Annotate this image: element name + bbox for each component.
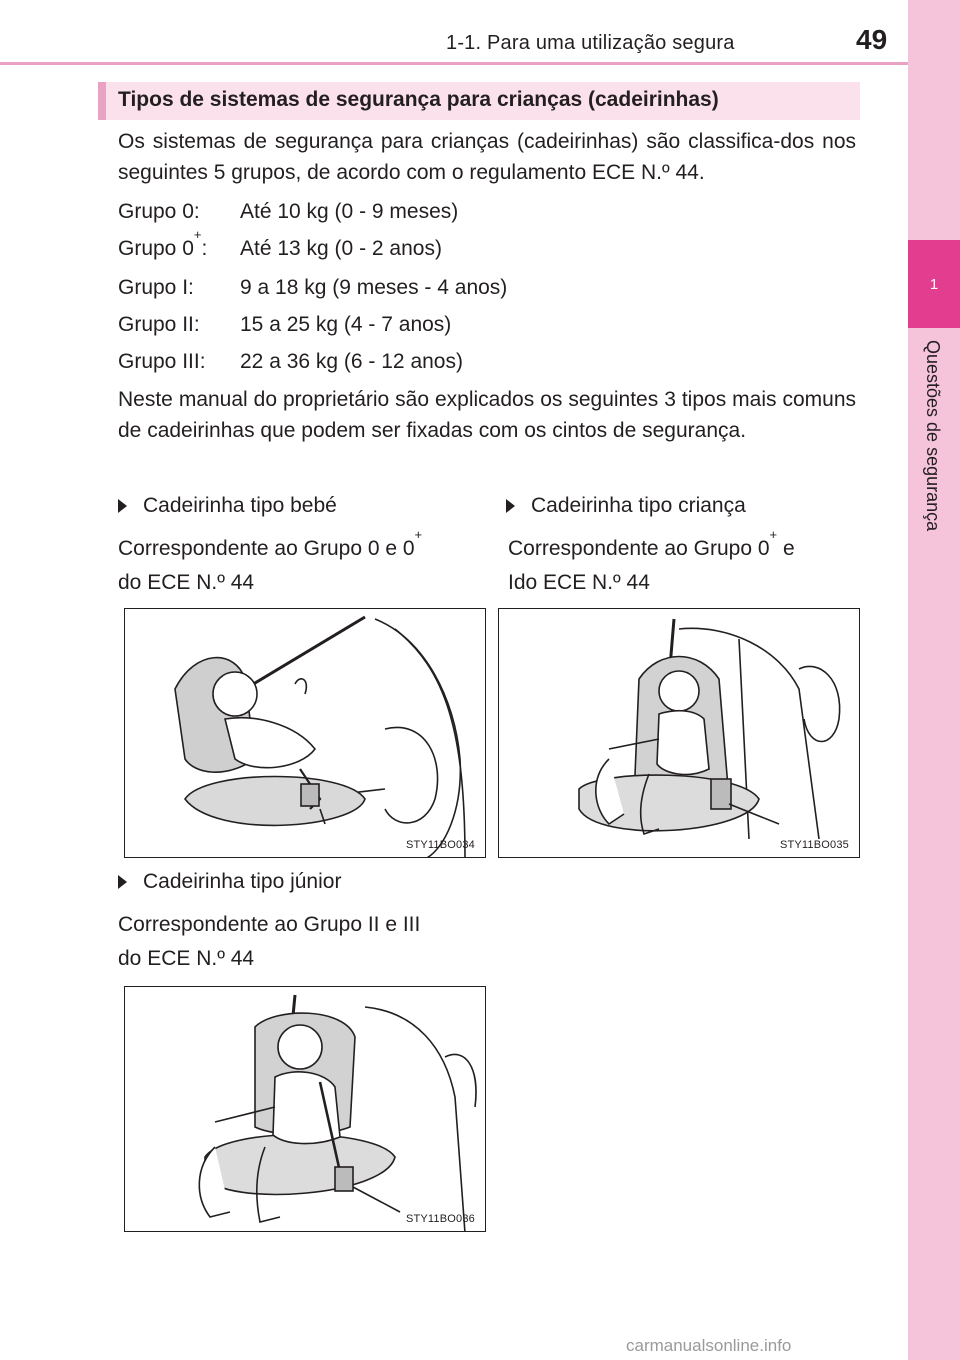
figure-baby-seat <box>124 608 486 858</box>
header-rule <box>0 62 908 65</box>
item-desc-text: Correspondente ao Grupo 0 <box>508 537 770 560</box>
group-value: 9 a 18 kg (9 meses - 4 anos) <box>240 276 508 299</box>
arrow-bullet-icon <box>506 499 515 513</box>
item-title-text: Cadeirinha tipo criança <box>531 494 746 517</box>
group-label: Grupo II: <box>118 313 200 336</box>
figure-junior-seat <box>124 986 486 1232</box>
item-title-baby-seat <box>118 494 337 518</box>
group-label <box>118 227 208 261</box>
item-desc-superscript: + <box>769 527 778 542</box>
watermark: carmanualsonline.info <box>626 1336 792 1355</box>
group-value: Até 10 kg (0 - 9 meses) <box>240 200 459 223</box>
side-tab <box>908 0 960 1360</box>
item-desc-text: Correspondente ao Grupo 0 e 0 <box>118 537 415 560</box>
baby-seat-illustration-icon <box>125 609 486 858</box>
side-tab-number: 1 <box>908 240 960 328</box>
group-value: Até 13 kg (0 - 2 anos) <box>240 237 442 260</box>
group-label: Grupo I: <box>118 276 194 299</box>
item-desc-superscript: + <box>414 527 423 542</box>
child-seat-illustration-icon <box>499 609 860 858</box>
item-desc-text-line2: do ECE N.º 44 <box>118 571 255 594</box>
header-section-title: 1-1. Para uma utilização segura <box>446 32 735 54</box>
figure-code: STY11BO034 <box>405 839 475 851</box>
page-number: 49 <box>856 24 888 55</box>
item-desc-text-line2: Ido ECE N.º 44 <box>508 571 650 594</box>
group-label: Grupo 0: <box>118 200 200 223</box>
section-heading-text: Tipos de sistemas de segurança para crianças (cadeirinhas) <box>118 88 719 111</box>
group-label-superscript: + <box>193 227 202 242</box>
group-value: 15 a 25 kg (4 - 7 anos) <box>240 313 452 336</box>
item-desc-child-seat <box>508 527 856 600</box>
intro-paragraph: Os sistemas de segurança para crianças (cadeirinhas) são classifica-dos nos seguintes 5 grupos, de acordo com o regulamento ECE N.º 44. <box>118 130 856 184</box>
figure-child-seat <box>498 608 860 858</box>
closing-paragraph: Neste manual do proprietário são explicados os seguintes 3 tipos mais comuns de cadeirinhas que podem ser fixadas com os cintos de segurança. <box>118 388 856 442</box>
item-desc-junior-seat <box>118 908 486 976</box>
arrow-bullet-icon <box>118 875 127 889</box>
group-label-end: : <box>201 237 208 260</box>
arrow-bullet-icon <box>118 499 127 513</box>
group-label-main: Grupo 0 <box>118 237 194 260</box>
figure-code: STY11BO035 <box>779 839 849 851</box>
item-title-text: Cadeirinha tipo júnior <box>143 870 342 893</box>
figure-code: STY11BO036 <box>405 1213 475 1225</box>
item-desc-baby-seat <box>118 527 486 600</box>
section-heading <box>98 82 860 120</box>
item-title-junior-seat <box>118 870 341 894</box>
item-desc-text-line2: do ECE N.º 44 <box>118 947 255 970</box>
group-value: 22 a 36 kg (6 - 12 anos) <box>240 350 463 373</box>
side-tab-label: Questões de segurança <box>923 340 943 532</box>
item-desc-text-mid: e <box>777 537 795 560</box>
group-label: Grupo III: <box>118 350 206 373</box>
item-title-child-seat <box>506 494 746 518</box>
item-title-text: Cadeirinha tipo bebé <box>143 494 337 517</box>
junior-seat-illustration-icon <box>125 987 486 1232</box>
item-desc-text: Correspondente ao Grupo II e III <box>118 913 421 936</box>
